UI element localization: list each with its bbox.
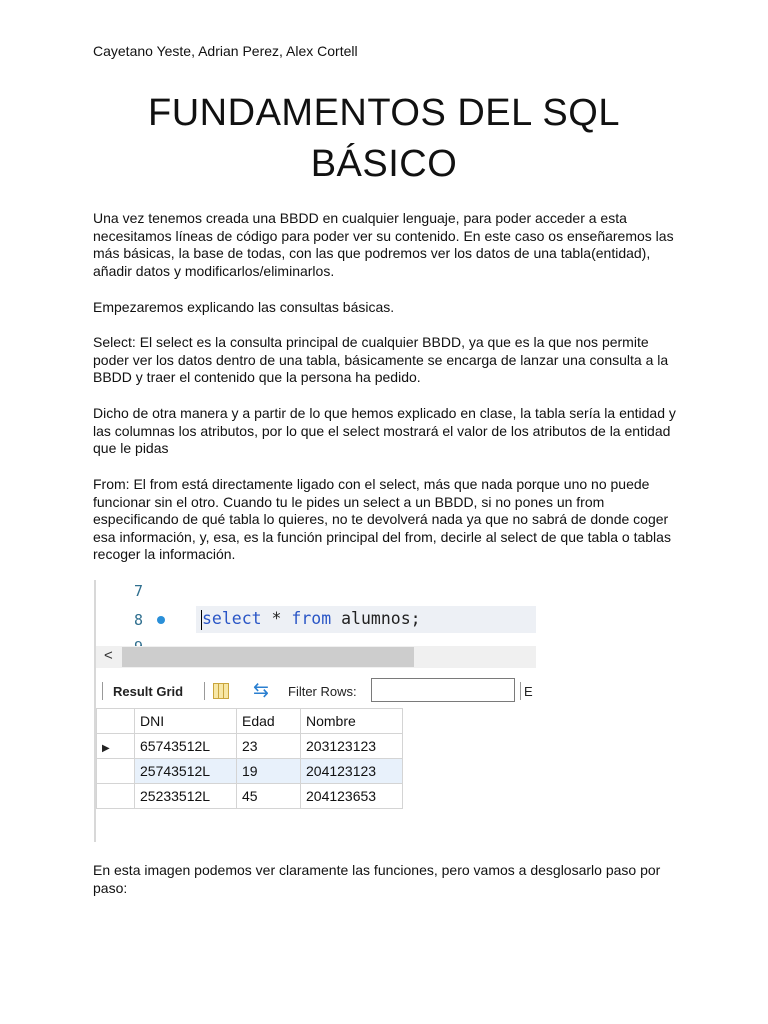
result-toolbar <box>96 676 536 706</box>
line-number: 8 <box>134 611 144 629</box>
paragraph-select <box>93 334 683 387</box>
row-marker-cell <box>97 784 135 809</box>
table-row[interactable] <box>97 734 403 759</box>
result-grid <box>96 708 403 809</box>
table-cell[interactable]: 204123123 <box>301 759 403 784</box>
result-grid-tab[interactable]: Result Grid <box>113 684 184 699</box>
sql-statement[interactable] <box>202 609 421 628</box>
paragraph-intro-text: Una vez tenemos creada una BBDD en cualquier lenguaje, para poder acceder a esta necesitamos líneas de código para poder ver su contenido. En este caso os enseñaremos las más básicas, la base de todas, con las que podremos ver los datos de una tabla(entidad), añadir datos y modificarlos/eliminarlos. <box>93 210 674 279</box>
keyword-select: select <box>202 609 262 628</box>
paragraph-from <box>93 476 683 564</box>
current-row-marker: ▶ <box>102 743 110 754</box>
refresh-icon[interactable]: ⇆ <box>253 680 269 701</box>
table-cell[interactable]: 25233512L <box>135 784 237 809</box>
paragraph-image-explanation <box>93 862 683 897</box>
row-marker-cell <box>97 759 135 784</box>
grid-view-icon[interactable] <box>213 683 229 699</box>
filter-rows-label: Filter Rows: <box>288 684 357 699</box>
table-row[interactable] <box>97 759 403 784</box>
column-header-nombre[interactable]: Nombre <box>301 709 403 734</box>
code-star: * <box>261 609 292 628</box>
paragraph-entity-text: Dicho de otra manera y a partir de lo que hemos explicado en clase, la tabla sería la entidad y las columnas los atributos, por lo que el select mostrará el valor de los atributos de la entidad que le pidas <box>93 405 676 457</box>
paragraph-from-text: From: El from está directamente ligado con el select, más que nada porque uno no puede funcionar sin el otro. Cuando tu le pides un select a un BBDD, si no pones un from especificando de qué tabla lo quieres, no te devolverá nada ya que no sabrá de donde coger esa información, y, esa, es la función principal del from, decirle al select de que tabla o tablas recoger la información. <box>93 476 671 563</box>
edit-label-cut[interactable]: E <box>524 684 533 699</box>
table-header-row <box>97 709 403 734</box>
paragraph-select-text: Select: El select es la consulta principal de cualquier BBDD, ya que es la que nos permite poder ver los datos dentro de una tabla, básicamente se encarga de lanzar una consulta a la BBDD y traer el contenido que la persona ha pedido. <box>93 334 669 386</box>
sql-editor[interactable] <box>96 580 536 642</box>
document-title-text: FUNDAMENTOS DEL SQL BÁSICO <box>148 92 620 185</box>
column-header-dni[interactable]: DNI <box>135 709 237 734</box>
table-cell[interactable]: 19 <box>237 759 301 784</box>
toolbar-separator <box>102 682 103 700</box>
table-cell[interactable]: 25743512L <box>135 759 237 784</box>
current-row-icon <box>97 734 135 759</box>
document-title <box>0 88 768 190</box>
table-cell[interactable]: 23 <box>237 734 301 759</box>
row-marker-header <box>97 709 135 734</box>
statement-marker-icon <box>157 616 165 624</box>
filter-rows-input[interactable] <box>371 678 515 702</box>
table-cell[interactable]: 45 <box>237 784 301 809</box>
table-row[interactable] <box>97 784 403 809</box>
keyword-from: from <box>291 609 332 628</box>
column-header-edad[interactable]: Edad <box>237 709 301 734</box>
paragraph-entity <box>93 405 683 458</box>
document-authors: Cayetano Yeste, Adrian Perez, Alex Cortell <box>93 43 358 59</box>
code-table-name: alumnos; <box>331 609 421 628</box>
line-number: 7 <box>134 582 144 600</box>
toolbar-separator <box>204 682 205 700</box>
paragraph-basic-queries <box>93 299 683 317</box>
workbench-screenshot <box>94 580 536 842</box>
scrollbar-thumb[interactable] <box>122 647 414 667</box>
paragraph-intro <box>93 210 683 280</box>
toolbar-separator <box>520 682 521 700</box>
table-cell[interactable]: 204123653 <box>301 784 403 809</box>
scroll-left-arrow-icon[interactable]: < <box>104 647 113 664</box>
paragraph-basic-queries-text: Empezaremos explicando las consultas básicas. <box>93 299 395 315</box>
table-cell[interactable]: 65743512L <box>135 734 237 759</box>
horizontal-scrollbar[interactable] <box>96 646 536 668</box>
table-cell[interactable]: 203123123 <box>301 734 403 759</box>
paragraph-image-explanation-text: En esta imagen podemos ver claramente las funciones, pero vamos a desglosarlo paso por paso: <box>93 862 661 896</box>
